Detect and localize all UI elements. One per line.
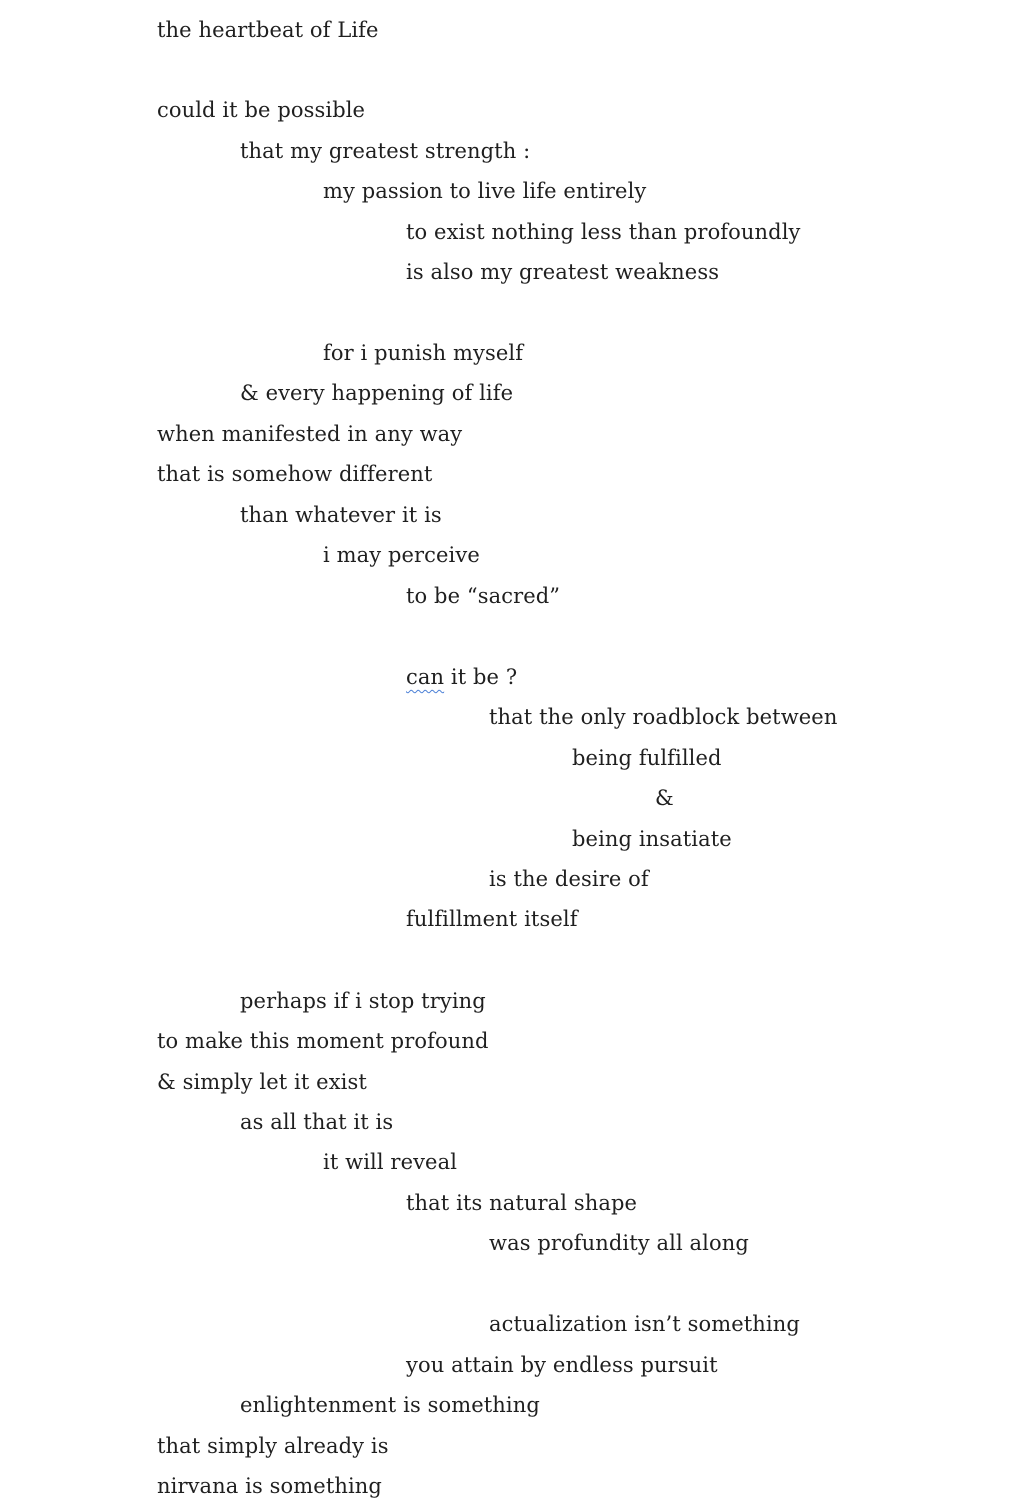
poem-line: you attain by endless pursuit	[406, 1353, 718, 1377]
poem-line: being insatiate	[572, 827, 732, 851]
poem-line: is also my greatest weakness	[406, 260, 720, 284]
poem-line: & every happening of life	[240, 381, 514, 405]
poem-line: to be “sacred”	[406, 584, 561, 608]
poem-line: nirvana is something	[157, 1474, 382, 1498]
poem-line: was profundity all along	[489, 1231, 749, 1255]
poem-line	[406, 664, 517, 690]
poem-line: i may perceive	[323, 543, 480, 567]
poem-line: my passion to live life entirely	[323, 179, 647, 203]
poem-line: perhaps if i stop trying	[240, 989, 486, 1013]
poem-line: that its natural shape	[406, 1191, 638, 1215]
poem-line: &	[655, 786, 674, 810]
poem-title: the heartbeat of Life	[157, 18, 379, 42]
poem-line: than whatever it is	[240, 503, 442, 527]
poem-line: & simply let it exist	[157, 1070, 367, 1094]
poem-line: enlightenment is something	[240, 1393, 540, 1417]
poem-line: that the only roadblock between	[489, 705, 838, 729]
poem-line: fulfillment itself	[406, 907, 578, 931]
poem-line: to make this moment profound	[157, 1029, 489, 1053]
poem-line: could it be possible	[157, 98, 366, 122]
poem-line: that is somehow different	[157, 462, 433, 486]
poem-line: that my greatest strength :	[240, 139, 531, 163]
poem-line: to exist nothing less than profoundly	[406, 220, 801, 244]
poem-line: actualization isn’t something	[489, 1312, 800, 1336]
poem-line: for i punish myself	[323, 341, 524, 365]
spellcheck-flagged-word[interactable]: can	[406, 665, 445, 689]
poem-line: being fulfilled	[572, 746, 722, 770]
poem-line: it will reveal	[323, 1150, 458, 1174]
poem-line: is the desire of	[489, 867, 649, 891]
poem-line: when manifested in any way	[157, 422, 463, 446]
poem-line: that simply already is	[157, 1434, 389, 1458]
poem-line: as all that it is	[240, 1110, 394, 1134]
poem-line-rest: it be ?	[444, 665, 518, 689]
